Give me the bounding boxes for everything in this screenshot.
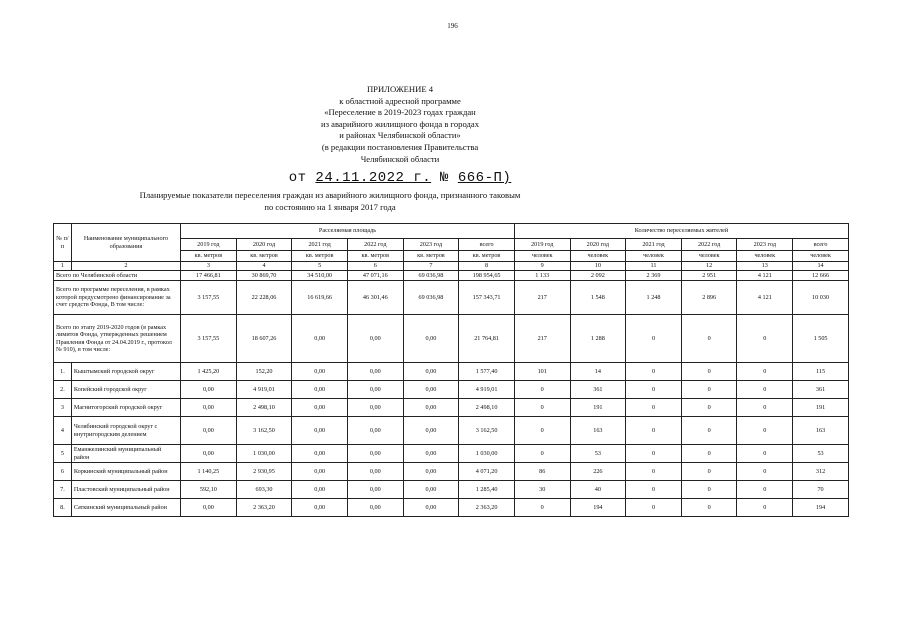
row-number: 4 <box>54 417 72 445</box>
header-year-cell: всего <box>793 239 849 251</box>
row-name: Всего по этапу 2019-2020 годов (в рамках лимитов Фонда, утвержденных решением Правления Фонда от 24.04.2019 г., протокол № 910), в том числе: <box>54 315 181 363</box>
appendix-line: ПРИЛОЖЕНИЕ 4 <box>366 84 434 94</box>
row-value: 21 764,81 <box>459 315 515 363</box>
header-year-cell: 2019 год <box>514 239 570 251</box>
row-value: 0 <box>626 481 682 499</box>
row-value: 4 071,20 <box>459 463 515 481</box>
row-value: 2 363,20 <box>236 499 292 517</box>
row-value: 30 <box>514 481 570 499</box>
row-value: 0 <box>681 463 737 481</box>
table-row <box>54 381 849 399</box>
heading-line-1: Планируемые показатели переселения граждан из аварийного жилищного фонда, признанного таковым <box>139 190 521 200</box>
header-year-cell: 2020 год <box>236 239 292 251</box>
row-value: 2 896 <box>681 281 737 315</box>
row-value: 0,00 <box>181 381 237 399</box>
header-column-number: 5 <box>292 262 348 271</box>
row-value: 0,00 <box>347 481 403 499</box>
row-number: 5 <box>54 445 72 463</box>
row-value: 1 577,40 <box>459 363 515 381</box>
header-unit-cell: кв. метров <box>236 251 292 262</box>
row-value: 1 505 <box>793 315 849 363</box>
row-value: 22 228,06 <box>236 281 292 315</box>
row-value: 0,00 <box>181 417 237 445</box>
table-row <box>54 417 849 445</box>
row-value: 0,00 <box>403 399 459 417</box>
row-value: 226 <box>570 463 626 481</box>
order-number: 666-П) <box>457 170 512 186</box>
header-number: № п/п <box>54 224 72 262</box>
row-value: 0,00 <box>347 363 403 381</box>
row-value: 0,00 <box>292 381 348 399</box>
header-year-cell: 2021 год <box>292 239 348 251</box>
row-value: 217 <box>514 281 570 315</box>
header-column-number: 4 <box>236 262 292 271</box>
header-year-cell: 2021 год <box>626 239 682 251</box>
row-name: Кыштымский городской округ <box>71 363 180 381</box>
header-area: Расселяемая площадь <box>181 224 515 239</box>
row-value: 0 <box>514 381 570 399</box>
row-number: 2. <box>54 381 72 399</box>
row-value: 0,00 <box>292 463 348 481</box>
row-value: 0 <box>737 445 793 463</box>
row-name: Всего по программе переселения, в рамках которой предусмотрено финансирование за счет средств Фонда, В том числе: <box>54 281 181 315</box>
header-year-cell: 2020 год <box>570 239 626 251</box>
row-value: 0 <box>681 417 737 445</box>
row-value: 0,00 <box>403 381 459 399</box>
row-value: 14 <box>570 363 626 381</box>
header-unit-cell: кв. метров <box>459 251 515 262</box>
row-value: 69 036,98 <box>403 271 459 281</box>
header-column-number: 6 <box>347 262 403 271</box>
row-value: 0 <box>626 399 682 417</box>
table-row <box>54 463 849 481</box>
row-value: 0,00 <box>292 499 348 517</box>
row-value: 2 369 <box>626 271 682 281</box>
row-value: 69 036,98 <box>403 281 459 315</box>
row-value: 0,00 <box>347 463 403 481</box>
appendix-line: (в редакции постановления Правительства <box>321 141 479 152</box>
row-value: 361 <box>793 381 849 399</box>
row-value: 163 <box>793 417 849 445</box>
row-value: 312 <box>793 463 849 481</box>
table-row <box>54 271 849 281</box>
header-unit-cell: человек <box>793 251 849 262</box>
row-value: 163 <box>570 417 626 445</box>
table-heading <box>50 190 610 213</box>
header-year-cell: 2023 год <box>403 239 459 251</box>
header-column-number: 13 <box>737 262 793 271</box>
header-unit-cell: человек <box>626 251 682 262</box>
row-value: 0 <box>626 499 682 517</box>
row-value: 1 548 <box>570 281 626 315</box>
row-value: 0,00 <box>403 499 459 517</box>
row-value: 0,00 <box>181 399 237 417</box>
header-unit-cell: кв. метров <box>403 251 459 262</box>
row-value: 101 <box>514 363 570 381</box>
row-value: 2 092 <box>570 271 626 281</box>
header-unit-cell: кв. метров <box>181 251 237 262</box>
row-value: 86 <box>514 463 570 481</box>
row-value: 0 <box>626 363 682 381</box>
row-value: 0,00 <box>347 381 403 399</box>
row-value: 0,00 <box>347 445 403 463</box>
resettlement-table <box>53 223 849 517</box>
header-year-cell: 2022 год <box>681 239 737 251</box>
row-value: 0 <box>737 499 793 517</box>
row-value: 592,10 <box>181 481 237 499</box>
appendix-line: «Переселение в 2019-2023 годах граждан <box>324 107 476 118</box>
row-value: 0,00 <box>292 315 348 363</box>
order-number-sign: № <box>440 170 449 186</box>
row-value: 0,00 <box>403 363 459 381</box>
row-name: Коркинский муниципальный район <box>71 463 180 481</box>
row-value: 3 162,50 <box>236 417 292 445</box>
header-column-number: 8 <box>459 262 515 271</box>
row-name: Челябинский городской округ с внутригородским делением <box>71 417 180 445</box>
row-name: Всего по Челябинской области <box>54 271 181 281</box>
row-name: Саткинский муниципальный район <box>71 499 180 517</box>
row-value: 0,00 <box>403 463 459 481</box>
appendix-line: Челябинской области <box>360 153 440 164</box>
row-value: 0,00 <box>347 315 403 363</box>
row-value: 30 869,70 <box>236 271 292 281</box>
row-value: 0,00 <box>403 445 459 463</box>
row-value: 0,00 <box>181 499 237 517</box>
row-value: 0 <box>626 417 682 445</box>
row-value: 0 <box>681 445 737 463</box>
row-value: 194 <box>570 499 626 517</box>
row-value: 693,30 <box>236 481 292 499</box>
row-value: 3 157,55 <box>181 315 237 363</box>
table-row <box>54 363 849 381</box>
row-value: 46 301,46 <box>347 281 403 315</box>
header-year-cell: 2019 год <box>181 239 237 251</box>
row-value: 157 343,71 <box>459 281 515 315</box>
row-value: 0 <box>514 499 570 517</box>
row-value: 0 <box>737 463 793 481</box>
row-value: 2 951 <box>681 271 737 281</box>
row-value: 1 288 <box>570 315 626 363</box>
header-unit-cell: кв. метров <box>347 251 403 262</box>
row-value: 0 <box>737 381 793 399</box>
row-value: 1 425,20 <box>181 363 237 381</box>
row-value: 0 <box>737 481 793 499</box>
row-value: 0,00 <box>292 363 348 381</box>
table-row <box>54 499 849 517</box>
row-number: 6 <box>54 463 72 481</box>
order-stamp <box>240 170 560 186</box>
row-name: Копейский городской округ <box>71 381 180 399</box>
header-unit-cell: человек <box>681 251 737 262</box>
row-value: 0 <box>681 381 737 399</box>
header-unit-cell: человек <box>570 251 626 262</box>
row-value: 198 954,65 <box>459 271 515 281</box>
row-value: 152,20 <box>236 363 292 381</box>
row-value: 2 363,20 <box>459 499 515 517</box>
row-number: 1. <box>54 363 72 381</box>
header-column-number: 3 <box>181 262 237 271</box>
row-value: 0,00 <box>347 417 403 445</box>
row-value: 0,00 <box>292 417 348 445</box>
row-value: 4 121 <box>737 281 793 315</box>
row-value: 217 <box>514 315 570 363</box>
row-value: 194 <box>793 499 849 517</box>
header-row-column-numbers <box>54 262 849 271</box>
row-name: Пластовский муниципальный район <box>71 481 180 499</box>
row-value: 0 <box>681 315 737 363</box>
row-value: 1 133 <box>514 271 570 281</box>
row-number: 8. <box>54 499 72 517</box>
row-value: 0 <box>626 381 682 399</box>
row-value: 0 <box>514 417 570 445</box>
row-value: 0,00 <box>347 499 403 517</box>
header-unit-cell: человек <box>737 251 793 262</box>
row-value: 0 <box>737 363 793 381</box>
row-value: 0 <box>514 445 570 463</box>
row-value: 0 <box>681 399 737 417</box>
row-value: 0 <box>681 363 737 381</box>
row-value: 0,00 <box>181 445 237 463</box>
row-value: 0,00 <box>292 399 348 417</box>
row-value: 0 <box>681 481 737 499</box>
row-value: 0 <box>737 417 793 445</box>
row-value: 4 919,01 <box>236 381 292 399</box>
row-value: 1 248 <box>626 281 682 315</box>
row-value: 12 666 <box>793 271 849 281</box>
header-row-groups <box>54 224 849 239</box>
header-year-cell: 2022 год <box>347 239 403 251</box>
table-row <box>54 281 849 315</box>
header-people: Количество переселяемых жителей <box>514 224 848 239</box>
table-row <box>54 445 849 463</box>
row-number: 7. <box>54 481 72 499</box>
header-unit-cell: человек <box>514 251 570 262</box>
order-prefix: от <box>288 170 307 186</box>
row-value: 191 <box>570 399 626 417</box>
header-unit-cell: кв. метров <box>292 251 348 262</box>
row-value: 115 <box>793 363 849 381</box>
row-name: Еманжелинский муниципальный район <box>71 445 180 463</box>
row-value: 3 162,50 <box>459 417 515 445</box>
row-value: 4 121 <box>737 271 793 281</box>
row-value: 18 607,26 <box>236 315 292 363</box>
row-value: 0,00 <box>292 481 348 499</box>
header-column-number: 9 <box>514 262 570 271</box>
header-column-number: 14 <box>793 262 849 271</box>
page-number: 196 <box>447 22 458 30</box>
header-column-number: 1 <box>54 262 72 271</box>
row-value: 1 030,00 <box>459 445 515 463</box>
header-column-number: 12 <box>681 262 737 271</box>
row-value: 0 <box>626 445 682 463</box>
row-value: 1 030,00 <box>236 445 292 463</box>
row-name: Магнитогорский городской округ <box>71 399 180 417</box>
row-value: 10 030 <box>793 281 849 315</box>
row-value: 17 466,81 <box>181 271 237 281</box>
row-value: 2 930,95 <box>236 463 292 481</box>
appendix-line: из аварийного жилищного фонда в городах <box>321 118 479 129</box>
row-value: 191 <box>793 399 849 417</box>
row-value: 2 498,10 <box>236 399 292 417</box>
row-value: 53 <box>793 445 849 463</box>
row-value: 1 140,25 <box>181 463 237 481</box>
row-value: 0,00 <box>403 315 459 363</box>
row-value: 0,00 <box>403 481 459 499</box>
row-value: 70 <box>793 481 849 499</box>
header-year-cell: 2023 год <box>737 239 793 251</box>
row-value: 0 <box>737 315 793 363</box>
row-number: 3 <box>54 399 72 417</box>
row-value: 40 <box>570 481 626 499</box>
heading-line-2: по состоянию на 1 января 2017 года <box>264 201 396 212</box>
row-value: 0 <box>626 315 682 363</box>
header-year-cell: всего <box>459 239 515 251</box>
header-municipality: Наименование муниципального образования <box>71 224 180 262</box>
row-value: 361 <box>570 381 626 399</box>
row-value: 16 619,66 <box>292 281 348 315</box>
table-row <box>54 315 849 363</box>
row-value: 0 <box>737 399 793 417</box>
row-value: 0,00 <box>403 417 459 445</box>
row-value: 3 157,55 <box>181 281 237 315</box>
header-column-number: 11 <box>626 262 682 271</box>
row-value: 34 510,00 <box>292 271 348 281</box>
row-value: 4 919,01 <box>459 381 515 399</box>
header-column-number: 10 <box>570 262 626 271</box>
row-value: 1 285,40 <box>459 481 515 499</box>
row-value: 0,00 <box>347 399 403 417</box>
row-value: 0 <box>681 499 737 517</box>
row-value: 53 <box>570 445 626 463</box>
row-value: 47 071,16 <box>347 271 403 281</box>
row-value: 2 498,10 <box>459 399 515 417</box>
order-date: 24.11.2022 г. <box>315 170 432 186</box>
appendix-line: и районах Челябинской области» <box>339 130 461 141</box>
header-column-number: 7 <box>403 262 459 271</box>
table-row <box>54 481 849 499</box>
row-value: 0 <box>514 399 570 417</box>
appendix-block <box>250 84 550 165</box>
header-column-number: 2 <box>71 262 180 271</box>
row-value: 0 <box>626 463 682 481</box>
appendix-line: к областной адресной программе <box>339 95 461 106</box>
table-row <box>54 399 849 417</box>
row-value: 0,00 <box>292 445 348 463</box>
